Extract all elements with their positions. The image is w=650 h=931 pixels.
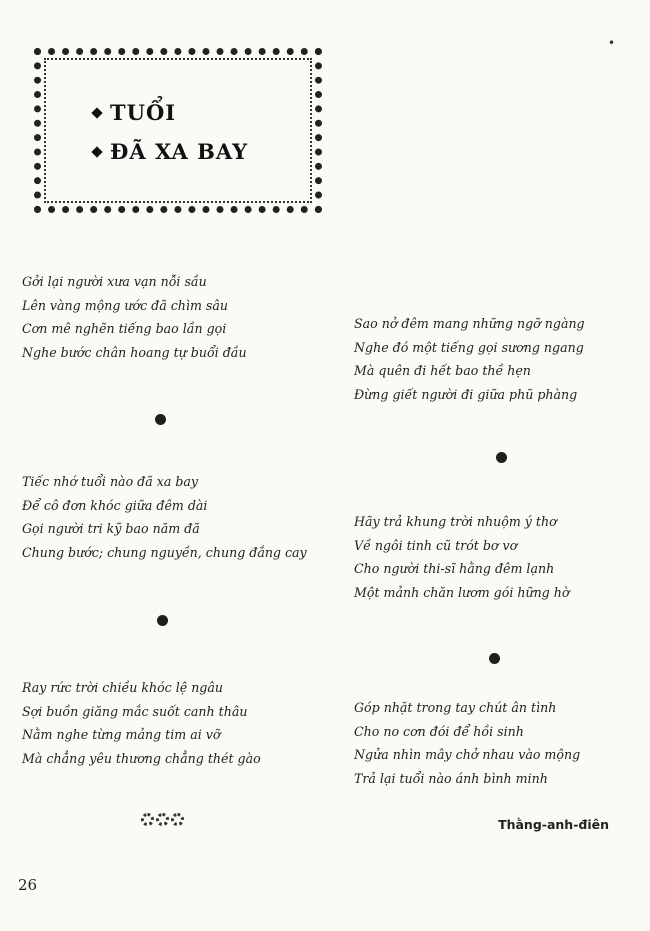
verse-line: Mà chẳng yêu thương chẳng thét gào xyxy=(22,750,261,766)
ornament-circle-icon xyxy=(156,813,169,826)
title-box xyxy=(34,48,322,213)
verse-line: Gởi lại người xưa vạn nỗi sầu xyxy=(22,274,207,289)
verse-line: Sao nở đêm mang những ngỡ ngàng xyxy=(354,316,585,331)
verse-line: Cho no cơn đói để hồi sinh xyxy=(354,723,524,739)
verse-line: Ray rức trời chiều khóc lệ ngâu xyxy=(22,680,223,695)
verse-line: Cho người thi-sĩ hằng đêm lạnh xyxy=(354,561,555,576)
page-number: 26 xyxy=(18,876,38,894)
ink-speck: • xyxy=(608,36,616,50)
verse-line: Đừng giết người đi giữa phũ phàng xyxy=(354,386,578,402)
verse-line: Góp nhặt trong tay chút ân tình xyxy=(354,700,557,715)
verse-line: Sợi buồn giăng mắc suốt canh thâu xyxy=(22,703,248,719)
verse-line: Cơn mê nghẽn tiếng bao lần gọi xyxy=(22,321,227,336)
stanza-separator-dot xyxy=(489,653,500,664)
verse-line: Trả lại tuổi nào ánh bình minh xyxy=(354,770,548,786)
left-stanza-2 xyxy=(22,470,307,564)
verse-line: Nằm nghe từng mảng tim ai vỡ xyxy=(22,727,221,742)
right-stanza-3 xyxy=(354,696,580,790)
left-stanza-1 xyxy=(22,270,247,364)
title-line-1 xyxy=(93,100,176,125)
stanza-separator-dot xyxy=(155,414,166,425)
verse-line: Một mảnh chăn lươm gói hững hờ xyxy=(354,584,570,600)
left-stanza-3 xyxy=(22,676,261,770)
verse-line: Về ngôi tinh cũ trót bơ vơ xyxy=(354,537,518,553)
verse-line: Chung bước; chung nguyền, chung đắng cay xyxy=(22,544,307,560)
title-line-2 xyxy=(93,139,248,164)
ornament-circles xyxy=(141,813,184,826)
ornament-circle-icon xyxy=(141,813,154,826)
verse-line: Gọi người tri kỹ bao năm đã xyxy=(22,521,200,536)
verse-line: Hãy trả khung trời nhuộm ý thơ xyxy=(354,514,557,529)
right-stanza-2 xyxy=(354,510,569,604)
author-signature: Thằng-anh-điên xyxy=(498,817,609,832)
verse-line: Để cô đơn khóc giữa đêm dài xyxy=(22,497,208,513)
verse-line: Nghe đó một tiếng gọi sương ngang xyxy=(354,339,584,355)
stanza-separator-dot xyxy=(157,615,168,626)
verse-line: Lên vàng mộng ước đã chìm sâu xyxy=(22,297,228,313)
ornament-circle-icon xyxy=(171,813,184,826)
diamond-bullet-icon xyxy=(91,146,102,157)
verse-line: Tiếc nhớ tuổi nào đã xa bay xyxy=(22,474,199,489)
verse-line: Mà quên đi hết bao thề hẹn xyxy=(354,363,531,378)
title-text-2: ĐÃ XA BAY xyxy=(110,139,249,164)
verse-line: Ngửa nhìn mây chở nhau vào mộng xyxy=(354,747,581,762)
right-stanza-1 xyxy=(354,312,585,406)
stanza-separator-dot xyxy=(496,452,507,463)
title-text-1: TUỔI xyxy=(110,100,177,125)
diamond-bullet-icon xyxy=(91,107,102,118)
verse-line: Nghe bước chân hoang tự buổi đầu xyxy=(22,344,247,360)
